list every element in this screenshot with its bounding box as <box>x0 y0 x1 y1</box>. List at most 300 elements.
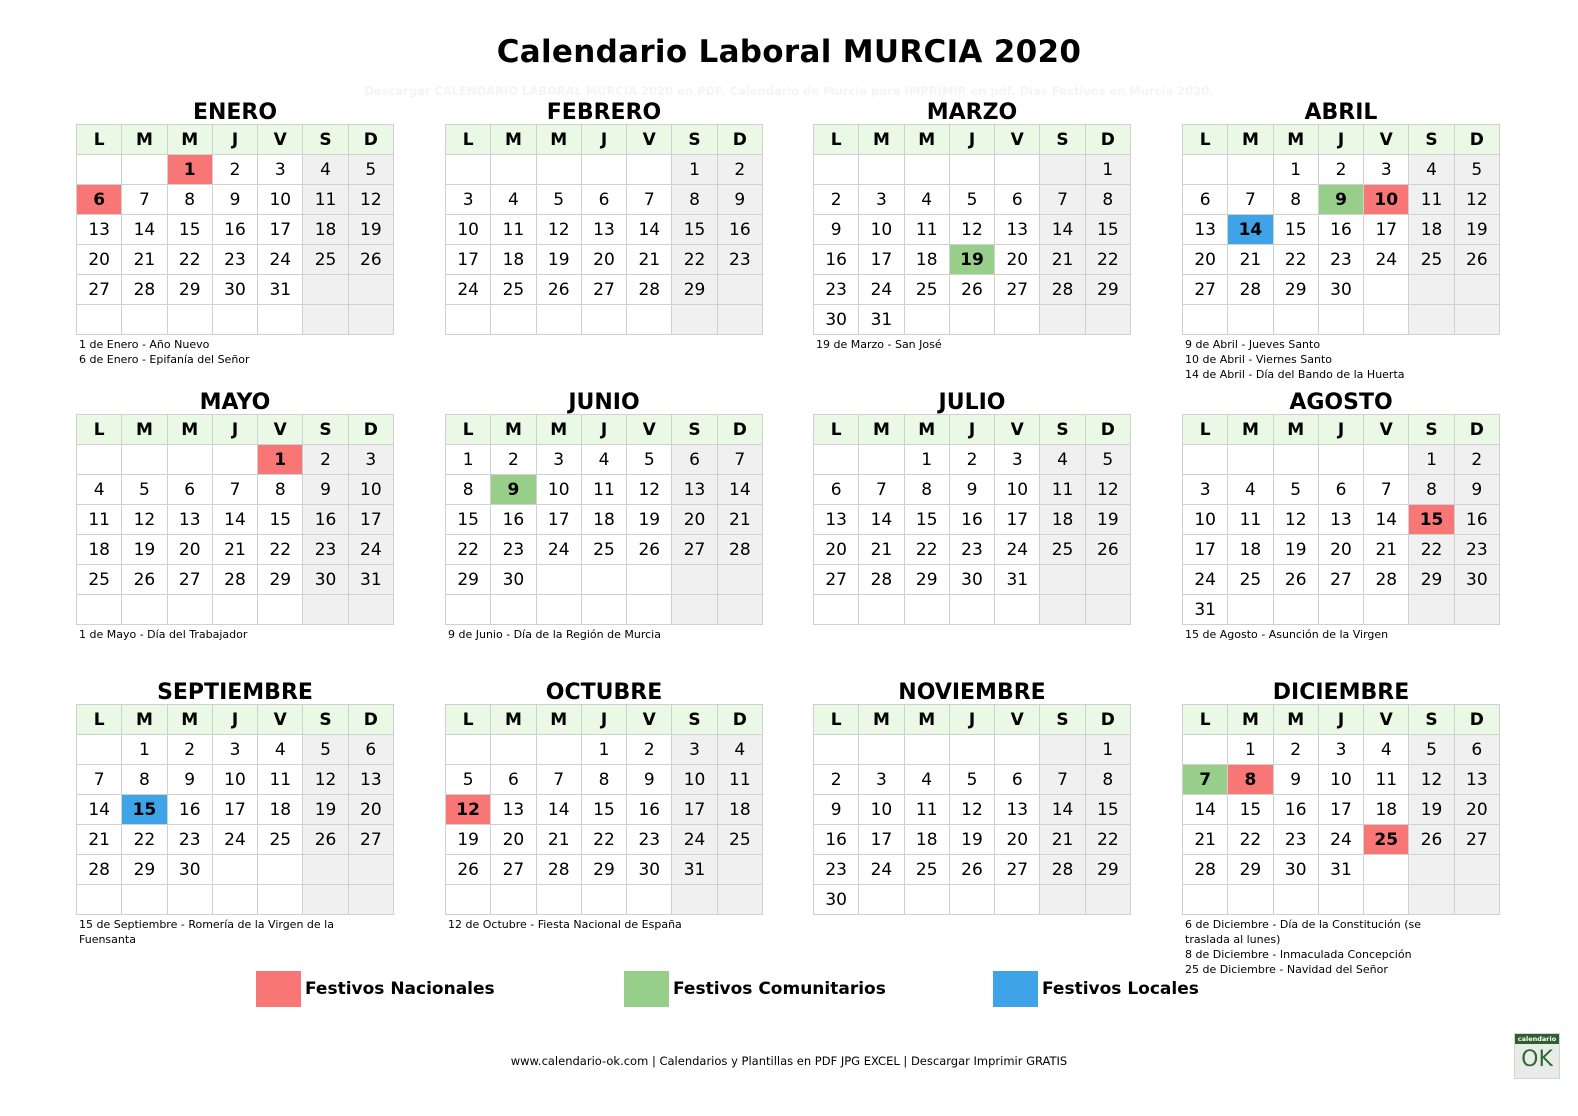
weekday-header: M <box>122 415 167 445</box>
holiday-note: 19 de Marzo - San José <box>816 338 942 351</box>
day-cell: 3 <box>258 155 303 185</box>
day-cell: 10 <box>212 765 257 795</box>
legend-comunitarios <box>624 971 886 1007</box>
day-cell: 21 <box>77 825 122 855</box>
weekday-header: D <box>1454 415 1499 445</box>
day-cell: 4 <box>491 185 536 215</box>
day-cell: 8 <box>258 475 303 505</box>
day-cell: 18 <box>904 825 949 855</box>
empty-cell <box>122 445 167 475</box>
day-cell: 18 <box>717 795 762 825</box>
day-cell: 29 <box>1409 565 1454 595</box>
day-cell: 13 <box>1318 505 1363 535</box>
month-agosto <box>1182 388 1500 642</box>
day-cell: 1 <box>167 155 212 185</box>
day-cell: 4 <box>77 475 122 505</box>
day-cell: 1 <box>581 735 626 765</box>
empty-cell <box>1364 305 1409 335</box>
day-cell: 26 <box>122 565 167 595</box>
day-cell: 3 <box>672 735 717 765</box>
empty-cell <box>1040 565 1085 595</box>
weekday-header: L <box>77 125 122 155</box>
day-cell: 25 <box>1364 825 1409 855</box>
day-cell: 25 <box>904 855 949 885</box>
day-cell: 17 <box>672 795 717 825</box>
day-cell: 9 <box>814 215 859 245</box>
weekday-header: D <box>717 415 762 445</box>
day-cell: 23 <box>1454 535 1499 565</box>
day-cell: 17 <box>1364 215 1409 245</box>
day-cell: 25 <box>303 245 348 275</box>
day-cell: 24 <box>446 275 491 305</box>
weekday-header: L <box>1183 125 1228 155</box>
empty-cell <box>1364 885 1409 915</box>
empty-cell <box>904 735 949 765</box>
day-cell: 21 <box>1183 825 1228 855</box>
weekday-header: L <box>814 705 859 735</box>
day-cell: 15 <box>672 215 717 245</box>
day-cell: 3 <box>995 445 1040 475</box>
day-cell: 8 <box>1273 185 1318 215</box>
day-cell: 20 <box>581 245 626 275</box>
empty-cell <box>717 855 762 885</box>
day-cell: 7 <box>627 185 672 215</box>
day-cell: 5 <box>1085 445 1130 475</box>
holiday-note: 6 de Diciembre - Día de la Constitución (se trasladа al lunes) <box>1185 918 1422 946</box>
month-table <box>813 414 1131 625</box>
empty-cell <box>949 595 994 625</box>
empty-cell <box>1183 445 1228 475</box>
empty-cell <box>446 735 491 765</box>
day-cell: 10 <box>1183 505 1228 535</box>
day-cell: 6 <box>581 185 626 215</box>
empty-cell <box>1318 445 1363 475</box>
day-cell: 29 <box>446 565 491 595</box>
weekday-header: L <box>446 705 491 735</box>
empty-cell <box>1454 855 1499 885</box>
weekday-header: L <box>1183 415 1228 445</box>
legend-label-locales: Festivos Locales <box>1042 979 1199 999</box>
day-cell: 17 <box>859 245 904 275</box>
day-cell: 13 <box>491 795 536 825</box>
day-cell: 27 <box>1318 565 1363 595</box>
day-cell: 8 <box>1085 765 1130 795</box>
calendario-ok-logo[interactable] <box>1514 1033 1560 1079</box>
empty-cell <box>348 275 393 305</box>
empty-cell <box>1085 305 1130 335</box>
day-cell: 26 <box>446 855 491 885</box>
day-cell: 5 <box>446 765 491 795</box>
day-cell: 22 <box>1409 535 1454 565</box>
day-cell: 14 <box>859 505 904 535</box>
day-cell: 2 <box>303 445 348 475</box>
day-cell: 29 <box>258 565 303 595</box>
empty-cell <box>627 885 672 915</box>
day-cell: 30 <box>1273 855 1318 885</box>
day-cell: 9 <box>949 475 994 505</box>
footer-text: www.calendario-ok.com | Calendarios y Plantillas en PDF JPG EXCEL | Descargar Imprimir GRATIS <box>510 1054 1068 1068</box>
weekday-header: L <box>77 705 122 735</box>
day-cell: 28 <box>1228 275 1273 305</box>
empty-cell <box>258 305 303 335</box>
holiday-note: 15 de Agosto - Asunción de la Virgen <box>1185 628 1389 641</box>
day-cell: 28 <box>1040 855 1085 885</box>
empty-cell <box>717 305 762 335</box>
empty-cell <box>446 305 491 335</box>
day-cell: 11 <box>1364 765 1409 795</box>
day-cell: 17 <box>1318 795 1363 825</box>
empty-cell <box>1040 735 1085 765</box>
empty-cell <box>1318 595 1363 625</box>
day-cell: 26 <box>303 825 348 855</box>
month-name: ABRIL <box>1304 100 1378 125</box>
day-cell: 27 <box>77 275 122 305</box>
weekday-header: M <box>904 125 949 155</box>
day-cell: 19 <box>446 825 491 855</box>
weekday-header: S <box>672 705 717 735</box>
day-cell: 3 <box>1183 475 1228 505</box>
day-cell: 28 <box>1364 565 1409 595</box>
day-cell: 14 <box>1040 215 1085 245</box>
day-cell: 2 <box>167 735 212 765</box>
day-cell: 18 <box>581 505 626 535</box>
day-cell: 12 <box>122 505 167 535</box>
day-cell: 6 <box>672 445 717 475</box>
day-cell: 6 <box>1454 735 1499 765</box>
weekday-header: M <box>904 415 949 445</box>
empty-cell <box>1409 305 1454 335</box>
day-cell: 9 <box>814 795 859 825</box>
month-diciembre <box>1182 678 1500 977</box>
day-cell: 25 <box>77 565 122 595</box>
empty-cell <box>491 595 536 625</box>
empty-cell <box>581 595 626 625</box>
day-cell: 16 <box>814 825 859 855</box>
weekday-header: D <box>1085 125 1130 155</box>
empty-cell <box>258 885 303 915</box>
day-cell: 15 <box>1409 505 1454 535</box>
day-cell: 9 <box>303 475 348 505</box>
day-cell: 8 <box>446 475 491 505</box>
day-cell: 7 <box>1183 765 1228 795</box>
weekday-header: J <box>212 705 257 735</box>
day-cell: 21 <box>1040 825 1085 855</box>
day-cell: 17 <box>995 505 1040 535</box>
empty-cell <box>814 735 859 765</box>
day-cell: 25 <box>258 825 303 855</box>
day-cell: 8 <box>904 475 949 505</box>
day-cell: 18 <box>1364 795 1409 825</box>
day-cell: 20 <box>1183 245 1228 275</box>
day-cell: 10 <box>1364 185 1409 215</box>
day-cell: 29 <box>167 275 212 305</box>
day-cell: 23 <box>212 245 257 275</box>
day-cell: 1 <box>904 445 949 475</box>
day-cell: 16 <box>949 505 994 535</box>
day-cell: 5 <box>949 765 994 795</box>
day-cell: 29 <box>904 565 949 595</box>
empty-cell <box>672 885 717 915</box>
day-cell: 20 <box>167 535 212 565</box>
day-cell: 27 <box>581 275 626 305</box>
weekday-header: V <box>258 415 303 445</box>
weekday-header: J <box>1318 125 1363 155</box>
day-cell: 5 <box>122 475 167 505</box>
day-cell: 13 <box>995 215 1040 245</box>
empty-cell <box>491 305 536 335</box>
logo-ok-text: OK <box>1521 1047 1553 1072</box>
day-cell: 12 <box>303 765 348 795</box>
day-cell: 11 <box>77 505 122 535</box>
day-cell: 4 <box>303 155 348 185</box>
empty-cell <box>77 445 122 475</box>
day-cell: 21 <box>1364 535 1409 565</box>
month-name: OCTUBRE <box>545 680 663 705</box>
day-cell: 23 <box>949 535 994 565</box>
holiday-note: 9 de Abril - Jueves Santo <box>1185 338 1321 351</box>
day-cell: 29 <box>1273 275 1318 305</box>
holiday-note: 9 de Junio - Día de la Región de Murcia <box>448 628 661 641</box>
day-cell: 1 <box>1228 735 1273 765</box>
day-cell: 12 <box>348 185 393 215</box>
day-cell: 21 <box>122 245 167 275</box>
day-cell: 21 <box>627 245 672 275</box>
day-cell: 26 <box>1454 245 1499 275</box>
day-cell: 14 <box>122 215 167 245</box>
day-cell: 10 <box>258 185 303 215</box>
day-cell: 20 <box>814 535 859 565</box>
day-cell: 8 <box>1228 765 1273 795</box>
weekday-header: M <box>167 705 212 735</box>
empty-cell <box>446 155 491 185</box>
empty-cell <box>167 305 212 335</box>
day-cell: 12 <box>949 215 994 245</box>
day-cell: 19 <box>1085 505 1130 535</box>
weekday-header: D <box>348 415 393 445</box>
holiday-notes <box>76 917 349 947</box>
weekday-header: J <box>212 415 257 445</box>
day-cell: 29 <box>672 275 717 305</box>
empty-cell <box>1183 735 1228 765</box>
day-cell: 7 <box>536 765 581 795</box>
day-cell: 11 <box>1040 475 1085 505</box>
empty-cell <box>1364 595 1409 625</box>
empty-cell <box>348 855 393 885</box>
holiday-notes <box>1182 917 1455 977</box>
empty-cell <box>1318 305 1363 335</box>
empty-cell <box>672 305 717 335</box>
day-cell: 22 <box>904 535 949 565</box>
empty-cell <box>1273 595 1318 625</box>
day-cell: 16 <box>1318 215 1363 245</box>
day-cell: 27 <box>995 275 1040 305</box>
weekday-header: M <box>167 415 212 445</box>
day-cell: 6 <box>814 475 859 505</box>
day-cell: 22 <box>167 245 212 275</box>
empty-cell <box>303 855 348 885</box>
empty-cell <box>212 595 257 625</box>
day-cell: 14 <box>1228 215 1273 245</box>
day-cell: 28 <box>536 855 581 885</box>
weekday-header: M <box>491 415 536 445</box>
weekday-header: L <box>814 125 859 155</box>
holiday-note: 8 de Diciembre - Inmaculada Concepción <box>1185 948 1412 961</box>
day-cell: 27 <box>348 825 393 855</box>
empty-cell <box>1085 885 1130 915</box>
empty-cell <box>212 855 257 885</box>
day-cell: 15 <box>904 505 949 535</box>
day-cell: 20 <box>348 795 393 825</box>
empty-cell <box>167 885 212 915</box>
day-cell: 8 <box>122 765 167 795</box>
weekday-header: S <box>1040 415 1085 445</box>
holiday-note: 1 de Mayo - Día del Trabajador <box>79 628 248 641</box>
day-cell: 1 <box>446 445 491 475</box>
day-cell: 1 <box>1085 735 1130 765</box>
empty-cell <box>581 565 626 595</box>
day-cell: 9 <box>212 185 257 215</box>
month-table <box>76 124 394 335</box>
empty-cell <box>814 595 859 625</box>
day-cell: 14 <box>627 215 672 245</box>
day-cell: 22 <box>1273 245 1318 275</box>
day-cell: 31 <box>348 565 393 595</box>
weekday-header: M <box>1228 125 1273 155</box>
empty-cell <box>1228 445 1273 475</box>
month-table <box>445 124 763 335</box>
empty-cell <box>258 855 303 885</box>
day-cell: 24 <box>536 535 581 565</box>
day-cell: 29 <box>122 855 167 885</box>
empty-cell <box>717 275 762 305</box>
empty-cell <box>446 885 491 915</box>
day-cell: 16 <box>627 795 672 825</box>
day-cell: 17 <box>258 215 303 245</box>
day-cell: 11 <box>1228 505 1273 535</box>
empty-cell <box>303 275 348 305</box>
day-cell: 29 <box>1085 275 1130 305</box>
day-cell: 25 <box>904 275 949 305</box>
day-cell: 5 <box>536 185 581 215</box>
empty-cell <box>122 885 167 915</box>
empty-cell <box>491 155 536 185</box>
weekday-header: M <box>491 705 536 735</box>
day-cell: 21 <box>1228 245 1273 275</box>
legend-label-nacionales: Festivos Nacionales <box>305 979 495 999</box>
day-cell: 30 <box>491 565 536 595</box>
day-cell: 22 <box>1085 825 1130 855</box>
month-table <box>445 414 763 625</box>
day-cell: 19 <box>627 505 672 535</box>
month-table <box>813 704 1131 915</box>
month-name: MAYO <box>199 390 271 415</box>
weekday-header: S <box>1040 705 1085 735</box>
empty-cell <box>536 565 581 595</box>
weekday-header: M <box>1273 415 1318 445</box>
weekday-header: V <box>1364 415 1409 445</box>
day-cell: 17 <box>212 795 257 825</box>
empty-cell <box>995 885 1040 915</box>
day-cell: 23 <box>303 535 348 565</box>
weekday-header: D <box>717 125 762 155</box>
day-cell: 7 <box>1040 765 1085 795</box>
day-cell: 17 <box>1183 535 1228 565</box>
empty-cell <box>167 445 212 475</box>
empty-cell <box>77 155 122 185</box>
empty-cell <box>581 885 626 915</box>
day-cell: 12 <box>1454 185 1499 215</box>
month-name: MARZO <box>926 100 1018 125</box>
day-cell: 4 <box>258 735 303 765</box>
day-cell: 27 <box>814 565 859 595</box>
empty-cell <box>1183 155 1228 185</box>
empty-cell <box>212 445 257 475</box>
month-name: DICIEMBRE <box>1272 680 1410 705</box>
day-cell: 10 <box>446 215 491 245</box>
month-table <box>76 704 394 915</box>
day-cell: 28 <box>212 565 257 595</box>
legend-swatch-locales <box>993 971 1038 1007</box>
day-cell: 5 <box>627 445 672 475</box>
day-cell: 2 <box>1454 445 1499 475</box>
empty-cell <box>348 305 393 335</box>
day-cell: 7 <box>1364 475 1409 505</box>
day-cell: 24 <box>859 275 904 305</box>
empty-cell <box>1040 305 1085 335</box>
empty-cell <box>1228 305 1273 335</box>
day-cell: 6 <box>348 735 393 765</box>
weekday-header: S <box>303 125 348 155</box>
empty-cell <box>1409 595 1454 625</box>
day-cell: 13 <box>1454 765 1499 795</box>
month-febrero <box>445 98 763 337</box>
day-cell: 10 <box>536 475 581 505</box>
day-cell: 13 <box>581 215 626 245</box>
empty-cell <box>717 595 762 625</box>
day-cell: 10 <box>859 795 904 825</box>
day-cell: 5 <box>1273 475 1318 505</box>
legend-label-comunitarios: Festivos Comunitarios <box>673 979 886 999</box>
weekday-header: V <box>258 705 303 735</box>
weekday-header: J <box>581 125 626 155</box>
holiday-note: 10 de Abril - Viernes Santo <box>1185 353 1332 366</box>
empty-cell <box>1273 445 1318 475</box>
day-cell: 13 <box>672 475 717 505</box>
month-mayo <box>76 388 394 642</box>
month-enero <box>76 98 394 367</box>
month-table <box>76 414 394 625</box>
day-cell: 3 <box>348 445 393 475</box>
day-cell: 11 <box>904 215 949 245</box>
day-cell: 2 <box>814 185 859 215</box>
weekday-header: J <box>1318 705 1363 735</box>
day-cell: 7 <box>1228 185 1273 215</box>
empty-cell <box>627 155 672 185</box>
day-cell: 12 <box>536 215 581 245</box>
day-cell: 30 <box>814 885 859 915</box>
day-cell: 3 <box>859 765 904 795</box>
weekday-header: M <box>1228 705 1273 735</box>
day-cell: 7 <box>1040 185 1085 215</box>
weekday-header: L <box>1183 705 1228 735</box>
page-title: Calendario Laboral MURCIA 2020 <box>496 34 1082 70</box>
empty-cell <box>859 885 904 915</box>
day-cell: 15 <box>1085 795 1130 825</box>
day-cell: 28 <box>717 535 762 565</box>
day-cell: 10 <box>995 475 1040 505</box>
day-cell: 4 <box>1409 155 1454 185</box>
weekday-header: V <box>995 705 1040 735</box>
